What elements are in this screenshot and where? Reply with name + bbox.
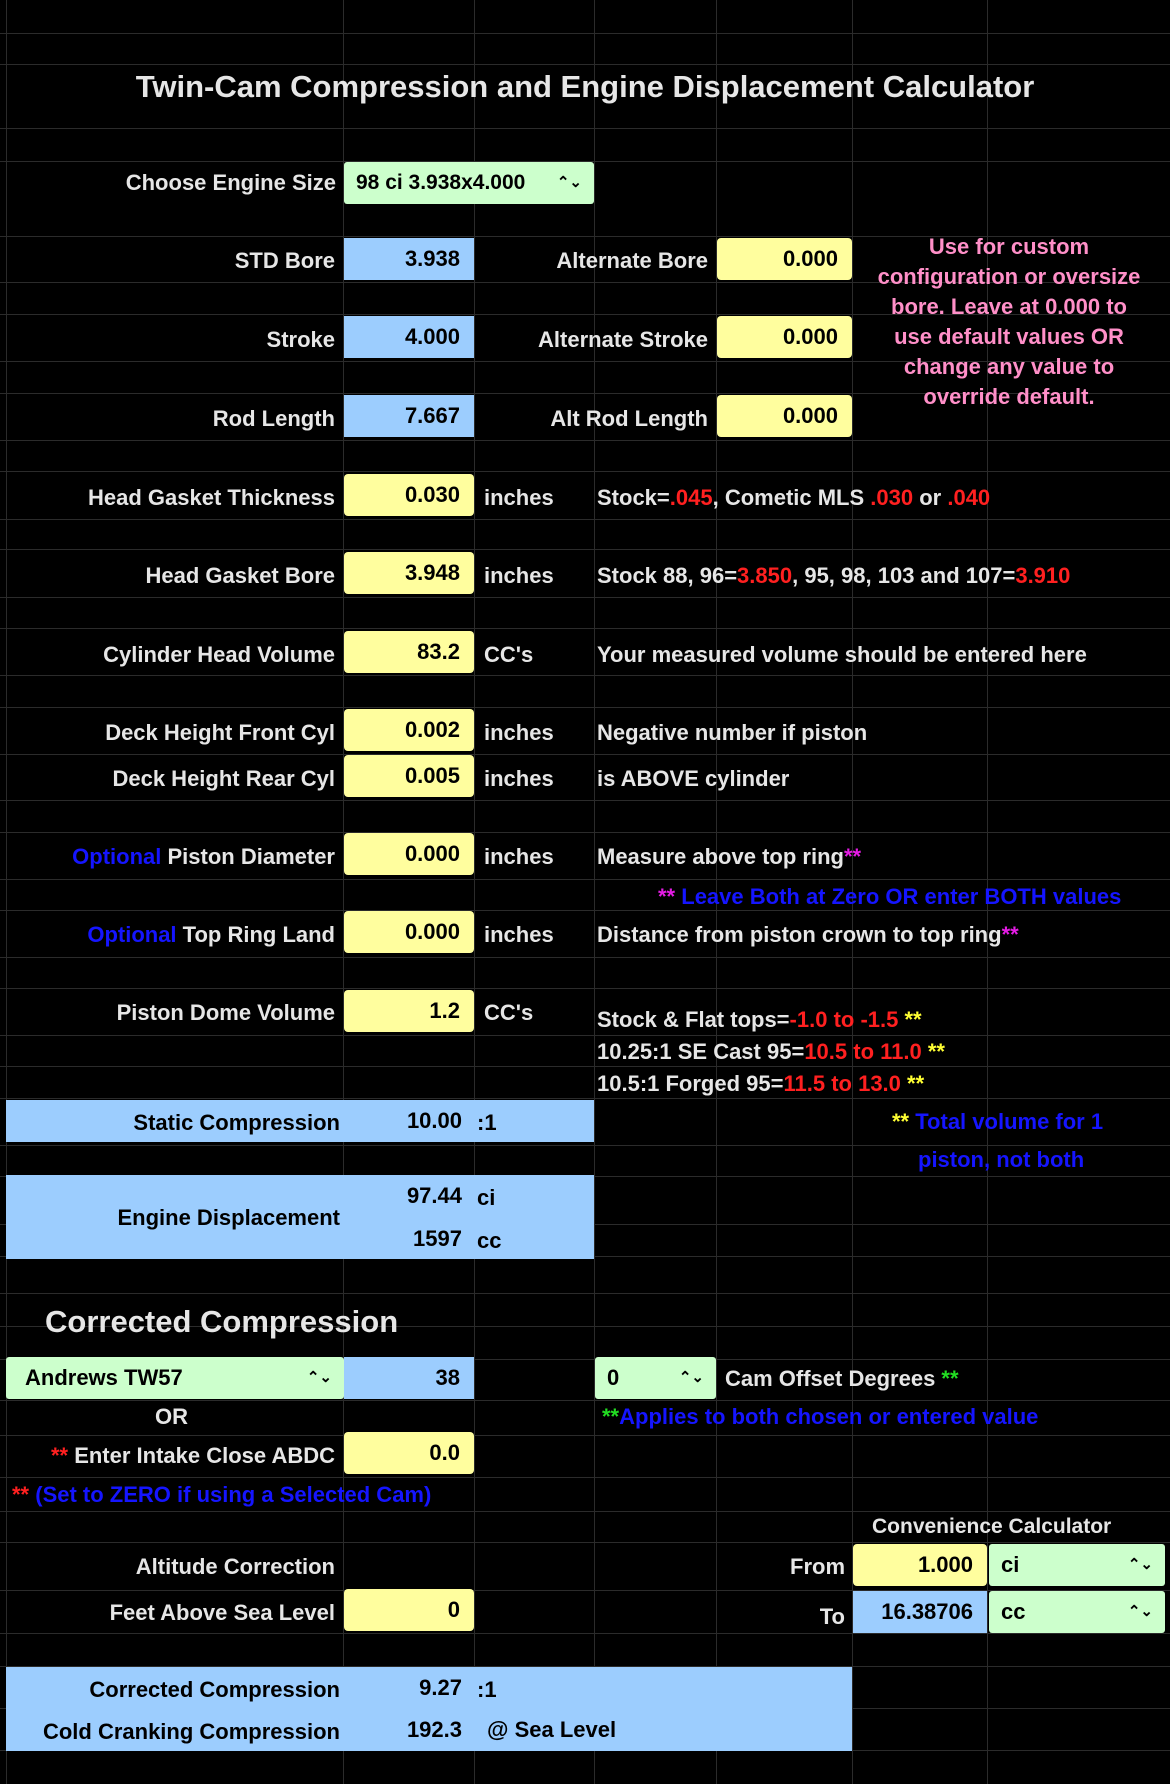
displacement-cc-value: 1597 [413, 1226, 462, 1251]
corrected-compression-unit: :1 [477, 1677, 497, 1702]
deck-front-note: Negative number if piston [597, 720, 868, 745]
cam-offset-select[interactable] [595, 1357, 716, 1399]
deck-rear-input[interactable]: 0.005 [344, 755, 474, 797]
engine-size-value: 98 ci 3.938x4.000 [356, 171, 526, 194]
convenience-from-label: From [790, 1554, 845, 1579]
alt-rod-input[interactable]: 0.000 [717, 395, 852, 437]
rod-length-value: 7.667 [344, 395, 474, 437]
dome-volume-input[interactable]: 1.2 [344, 990, 474, 1032]
chevron-updown-icon: ⌃⌄ [556, 174, 582, 191]
alt-bore-input[interactable]: 0.000 [717, 238, 852, 280]
chevron-updown-icon: ⌃⌄ [1127, 1603, 1153, 1620]
piston-diameter-unit: inches [484, 844, 554, 869]
deck-front-unit: inches [484, 720, 554, 745]
deck-rear-label: Deck Height Rear Cyl [112, 766, 335, 791]
convenience-to-unit-select[interactable] [989, 1591, 1165, 1633]
convenience-from-unit: ci [1001, 1552, 1020, 1577]
chevron-updown-icon: ⌃⌄ [1127, 1556, 1153, 1573]
convenience-to-label: To [819, 1604, 845, 1629]
ring-land-label: Optional Top Ring Land [87, 922, 335, 947]
chevron-updown-icon: ⌃⌄ [306, 1369, 332, 1386]
corrected-compression-header: Corrected Compression [45, 1304, 399, 1339]
applies-note: **Applies to both chosen or entered value [602, 1404, 1039, 1429]
engine-size-label: Choose Engine Size [125, 170, 336, 195]
total-volume-note: ** Total volume for 1 [892, 1109, 1104, 1134]
gasket-thickness-label: Head Gasket Thickness [87, 485, 335, 510]
page-title: Twin-Cam Compression and Engine Displacement Calculator [135, 69, 1035, 104]
displacement-label: Engine Displacement [117, 1205, 340, 1230]
corrected-compression-label: Corrected Compression [89, 1677, 340, 1702]
stroke-label: Stroke [266, 327, 335, 352]
gasket-bore-input[interactable]: 3.948 [344, 552, 474, 594]
convenience-header: Convenience Calculator [872, 1515, 1112, 1538]
cranking-value: 192.3 [406, 1717, 462, 1742]
std-bore-value: 3.938 [344, 238, 474, 280]
feet-label: Feet Above Sea Level [109, 1600, 335, 1625]
gasket-thickness-note: Stock=.045, Cometic MLS .030 or .040 [597, 485, 991, 510]
cam-offset-value: 0 [607, 1365, 620, 1390]
gasket-thickness-input[interactable]: 0.030 [344, 474, 474, 516]
stroke-value: 4.000 [344, 316, 474, 358]
deck-rear-note: is ABOVE cylinder [597, 766, 790, 791]
both-values-note: ** Leave Both at Zero OR enter BOTH values [658, 884, 1122, 909]
dome-note-1: Stock & Flat tops=-1.0 to -1.5 ** [597, 1007, 922, 1032]
static-compression-value: 10.00 [406, 1108, 462, 1133]
convenience-from-input[interactable]: 1.000 [853, 1544, 987, 1586]
cam-select-value: Andrews TW57 [25, 1365, 183, 1390]
displacement-ci-value: 97.44 [406, 1183, 462, 1208]
dome-volume-label: Piston Dome Volume [116, 1000, 335, 1025]
convenience-to-unit: cc [1001, 1599, 1026, 1624]
cam-value: 38 [344, 1357, 474, 1399]
or-label: OR [155, 1404, 188, 1429]
convenience-from-unit-select[interactable] [989, 1544, 1165, 1586]
set-zero-note: ** (Set to ZERO if using a Selected Cam) [12, 1482, 432, 1507]
head-volume-note: Your measured volume should be entered here [597, 642, 1087, 667]
intake-close-input[interactable]: 0.0 [344, 1432, 474, 1474]
static-compression-label: Static Compression [133, 1110, 340, 1135]
head-volume-input[interactable]: 83.2 [344, 631, 474, 673]
static-compression-unit: :1 [477, 1110, 497, 1135]
piston-diameter-label: Optional Piston Diameter [72, 844, 335, 869]
cranking-label: Cold Cranking Compression [42, 1719, 340, 1744]
dome-volume-unit: CC's [484, 1000, 534, 1025]
alt-rod-label: Alt Rod Length [550, 406, 708, 431]
chevron-updown-icon: ⌃⌄ [678, 1369, 704, 1386]
dome-note-2: 10.25:1 SE Cast 95=10.5 to 11.0 ** [597, 1039, 945, 1064]
deck-rear-unit: inches [484, 766, 554, 791]
displacement-ci-unit: ci [477, 1185, 496, 1210]
std-bore-label: STD Bore [234, 248, 335, 273]
ring-land-unit: inches [484, 922, 554, 947]
gasket-thickness-unit: inches [484, 485, 554, 510]
cam-select[interactable] [6, 1357, 344, 1399]
deck-front-input[interactable]: 0.002 [344, 709, 474, 751]
cam-offset-label: Cam Offset Degrees ** [725, 1366, 959, 1391]
convenience-to-value: 16.38706 [853, 1591, 987, 1633]
total-volume-note-2: piston, not both [918, 1147, 1085, 1172]
head-volume-label: Cylinder Head Volume [103, 642, 335, 667]
dome-note-3: 10.5:1 Forged 95=11.5 to 13.0 ** [597, 1071, 925, 1096]
cranking-unit: @ Sea Level [487, 1717, 617, 1742]
displacement-cc-unit: cc [477, 1228, 502, 1253]
deck-front-label: Deck Height Front Cyl [105, 720, 335, 745]
intake-close-label: ** Enter Intake Close ABDC [50, 1443, 335, 1468]
ring-land-input[interactable]: 0.000 [344, 911, 474, 953]
corrected-compression-value: 9.27 [419, 1675, 462, 1700]
piston-diameter-input[interactable]: 0.000 [344, 833, 474, 875]
piston-diameter-note: Measure above top ring** [597, 844, 862, 869]
alt-stroke-label: Alternate Stroke [538, 327, 708, 352]
feet-input[interactable]: 0 [344, 1589, 474, 1631]
alt-stroke-input[interactable]: 0.000 [717, 316, 852, 358]
engine-size-select[interactable] [344, 162, 594, 204]
alt-bore-label: Alternate Bore [556, 248, 708, 273]
altitude-label: Altitude Correction [135, 1554, 335, 1579]
head-volume-unit: CC's [484, 642, 534, 667]
ring-land-note: Distance from piston crown to top ring** [597, 922, 1019, 947]
gasket-bore-note: Stock 88, 96=3.850, 95, 98, 103 and 107=3.910 [597, 563, 1071, 588]
rod-length-label: Rod Length [212, 406, 335, 431]
gasket-bore-unit: inches [484, 563, 554, 588]
custom-config-note: Use for custom configuration or oversize bore. Leave at 0.000 to use default values OR change any value to override default. [877, 234, 1141, 409]
gasket-bore-label: Head Gasket Bore [145, 563, 335, 588]
